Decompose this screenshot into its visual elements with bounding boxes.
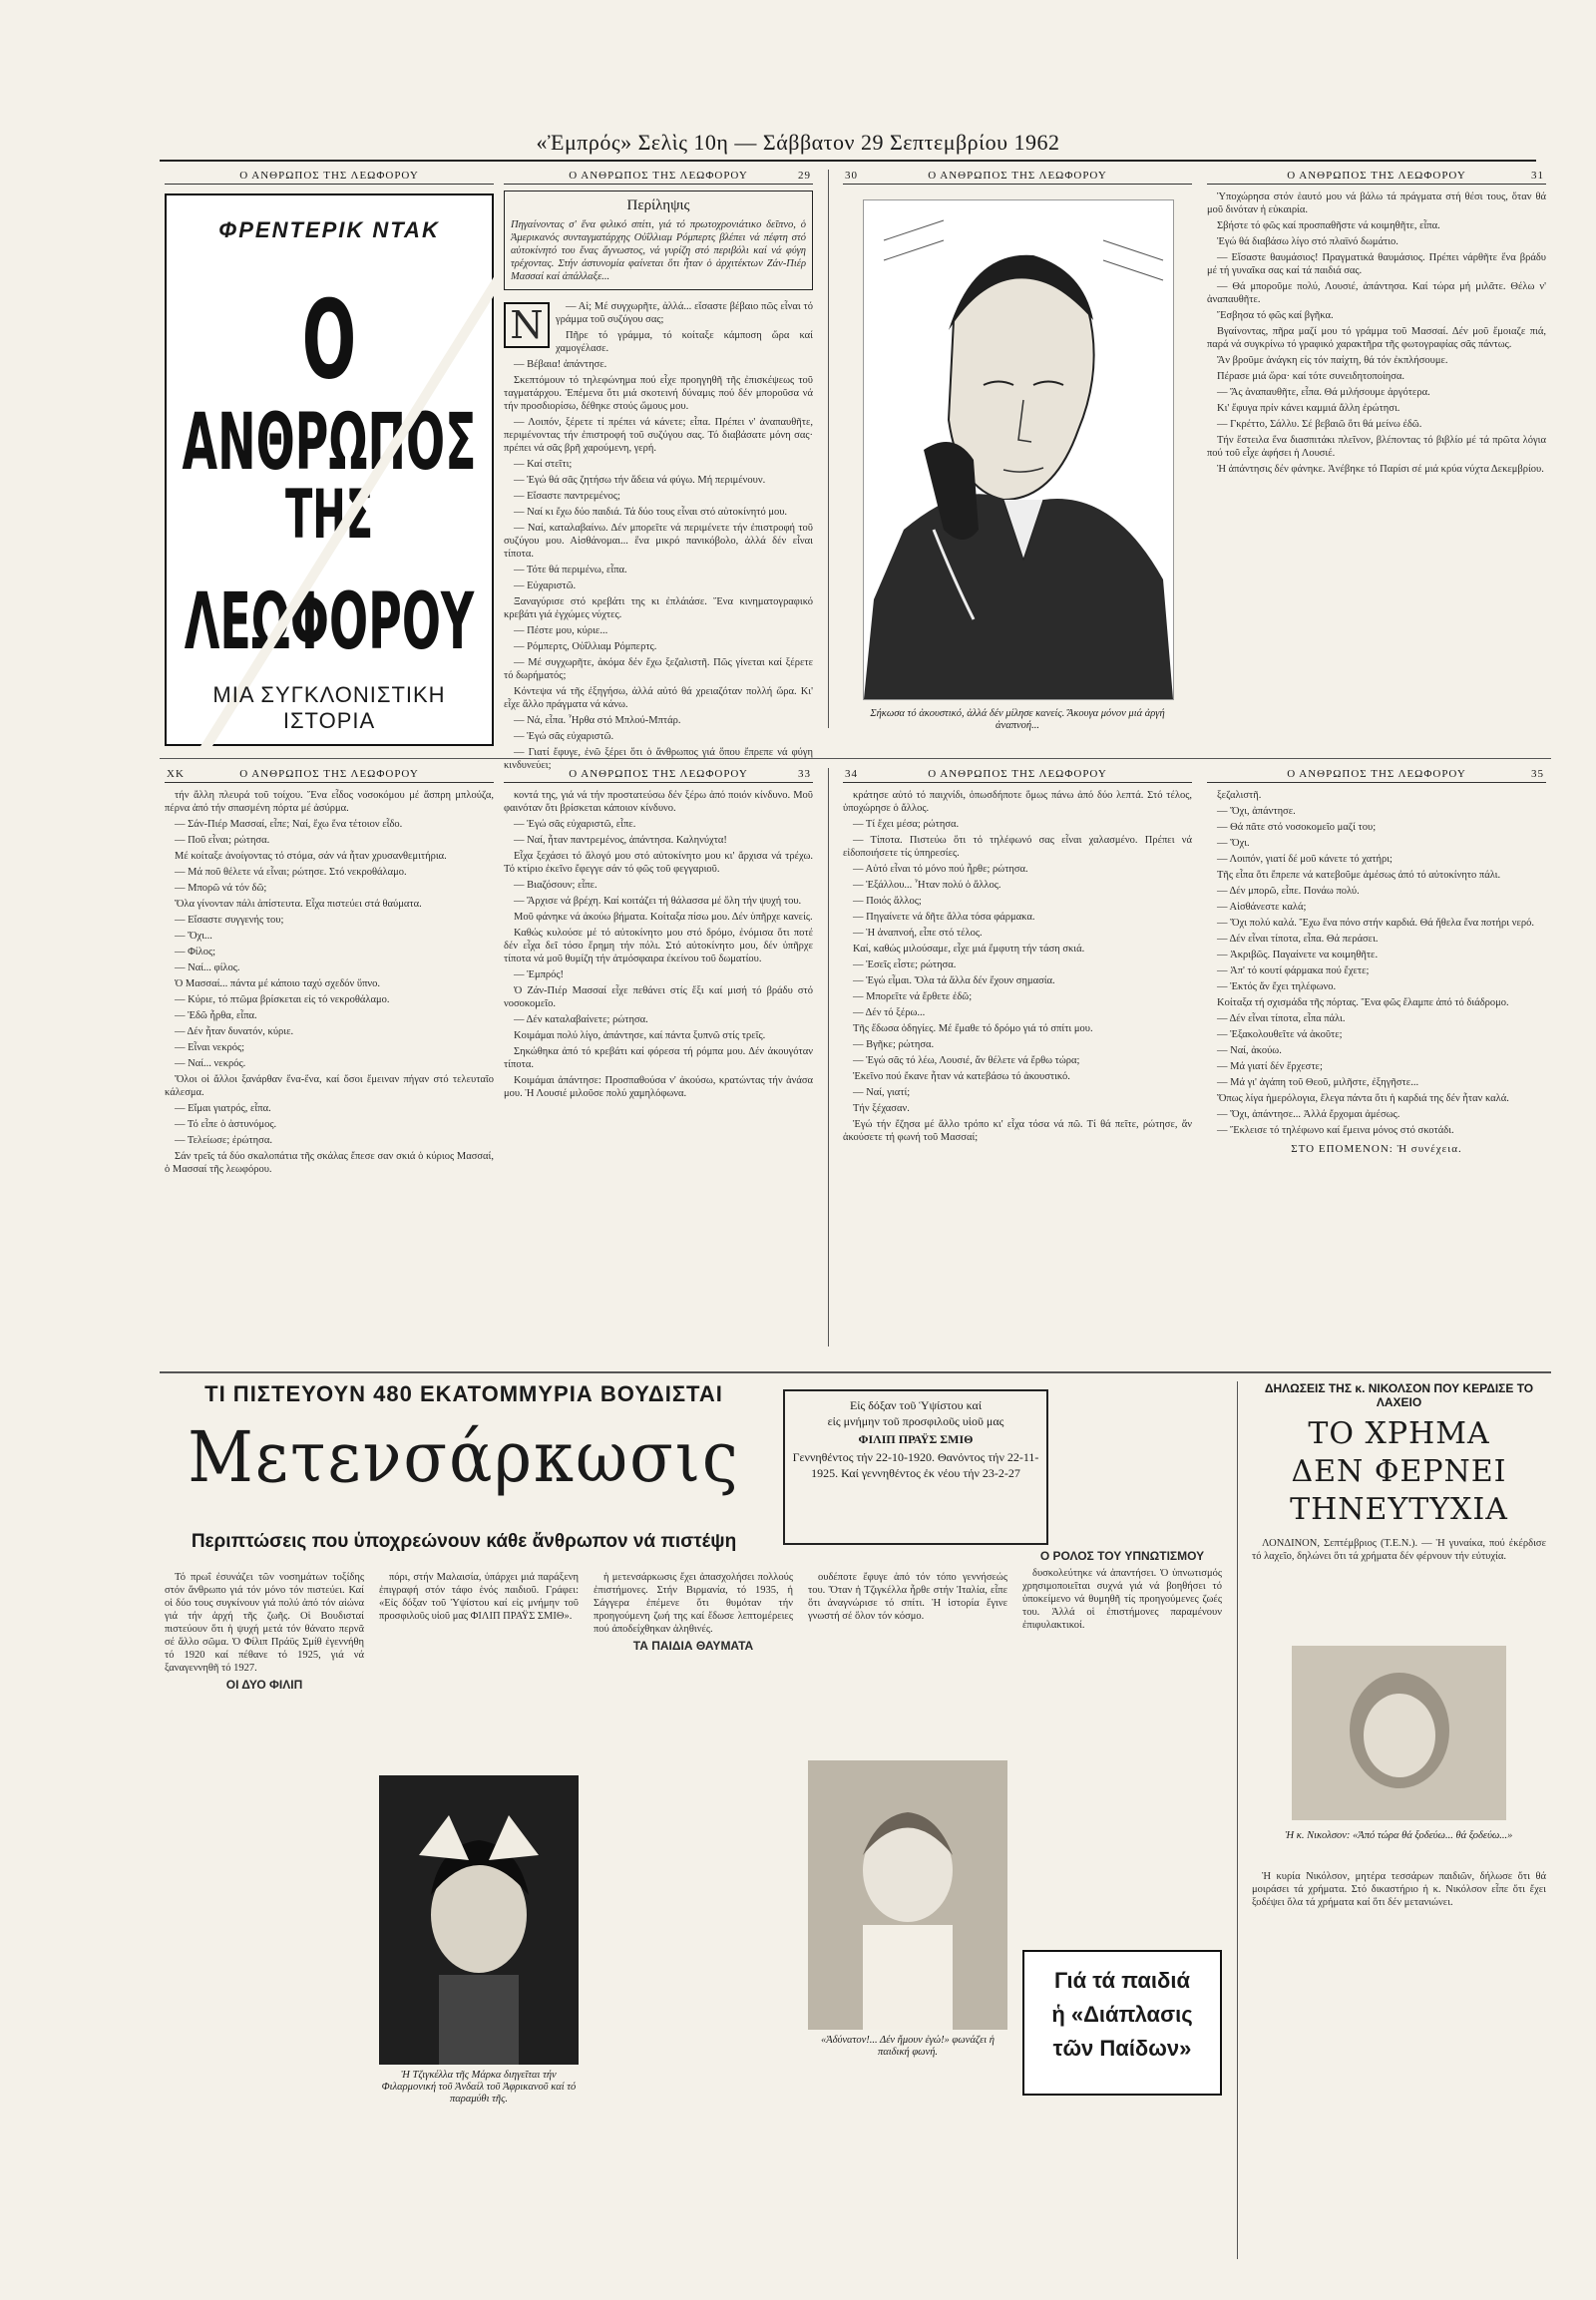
book-cover: [165, 193, 494, 746]
cover-title-line3: ΤΗΣ: [284, 476, 374, 556]
article-subtitle: Περιπτώσεις που ὑποχρεώνουν κάθε ἄνθρωπον νά πιστέψη: [191, 1531, 737, 1552]
running-head: Ο ΑΝΘΡΩΠΟΣ ΤΗΣ ΛΕΩΦΟΡΟΥ 33: [504, 768, 813, 783]
lottery-kicker: ΔΗΛΩΣΕΙΣ ΤΗΣ κ. ΝΙΚΟΛΣΟΝ ΠΟΥ ΚΕΡΔΙΣΕ ΤΟ ΛΑΧΕΙΟ: [1264, 1381, 1534, 1409]
running-head: Ο ΑΝΘΡΩΠΟΣ ΤΗΣ ΛΕΩΦΟΡΟΥ 31: [1207, 170, 1546, 185]
running-head: 34 Ο ΑΝΘΡΩΠΟΣ ΤΗΣ ΛΕΩΦΟΡΟΥ: [843, 768, 1192, 783]
lottery-body: Ἡ κυρία Νικόλσον, μητέρα τεσσάρων παιδιῶν, δήλωσε ὅτι θά μοιράσει τά χρήματα. Στό δικαστήριο ἡ κ. Νικόλσον εἶπε ὅτι ἔχει ξοδέψει ὅλα τά χρήματα καί ὅτι δέν μετανιώνει.: [1252, 1871, 1546, 1908]
article-column-d: ουδέποτε ἔφυγε ἀπό τόν τόπο γεννήσεώς του. Ὅταν ἡ Τζιγκέλλα ἦρθε στήν Ἰταλία, εἶπε ὅτι ἀναγνώρισε τό σπίτι. Ἡ ἱστορία ἔγινε γνωστή σέ ὅλον τόν κόσμο.: [808, 1572, 1007, 1622]
cover-subtitle: ΜΙΑ ΣΥΓΚΛΟΝΙΣΤΙΚΗ ΙΣΤΟΡΙΑ: [212, 682, 446, 733]
mid-rule: [160, 758, 1551, 759]
epitaph-name: ΦΙΛΙΠ ΠΡΑΫΣ ΣΜΙΘ: [858, 1432, 974, 1446]
section-head-children: ΤΑ ΠΑΙΔΙΑ ΘΑΥΜΑΤΑ: [632, 1639, 754, 1653]
reincarnation-article: [165, 1381, 1222, 2279]
right-divider: [1237, 1381, 1238, 2259]
dropcap: Ν: [504, 302, 550, 348]
running-head: ΧΚ Ο ΑΝΘΡΩΠΟΣ ΤΗΣ ΛΕΩΦΟΡΟΥ: [165, 768, 494, 783]
summary-text: Πηγαίνοντας σ' ἕνα φιλικό σπίτι, γιά τό πρωτοχρονιάτικο δεῖπνο, ὁ Ἀμερικανός συνταγματάρχης Οὐΐλλιαμ Ρόμπερτς βλέπει νά πέφτη στό αὐτοκίνητό του ἕνας ἄγνωστος, νά γυρίζη στό περιβόλι καί νά φύγη τρέχοντας. Στήν άστυνομία φαίνεται ὅτι ἦταν ὁ ἀρχιτέκτων Ζάν-Πιέρ Μασσαί καί ἀπάλλαξε...: [511, 219, 806, 282]
article-column-b: πόρι, στήν Μαλαισία, ὑπάρχει μιά παράξενη ἐπιγραφή στόν τάφο ἑνός παιδιοῦ. Γράφει: «Εἰς δόξαν τοῦ Ὑψίστου καί εἰς μνήμην τοῦ προσφιλοῦς υἱοῦ μας ΦΙΛΙΠ ΠΡΑΫΣ ΣΜΙΘ».: [379, 1572, 579, 1622]
page-number: 33: [798, 768, 811, 780]
child-photo: [808, 1760, 1007, 2030]
story-column-33: κοντά της, γιά νά τήν προστατεύσω δέν ξέρω ἀπό ποιόν κίνδυνο. Μοῦ φαινόταν ὅτι βρίσκεται κάποιον κίνδυνο. — Ἐγώ σᾶς εὐχαριστῶ, εἶπε. — Ναί, ἦταν παντρεμένος, ἀπάντησα. Καληνύχτα! Εἶχα ξεχάσει τό ἄλογό μου στό αὐτοκίνητο μου κι' ἄρχισα νά τρέχω. Τό κτίριο ἐκεῖνο ἔφεγγε σάν τό φῶς τοῦ φεγγαριοῦ. — Βιαζόσουν; εἶπε. — Ἄρχισε νά βρέχη. Καί κοιτάζει τή θάλασσα μέ ὅλη τήν ψυχή του. Μοῦ φάνηκε νά ἀκούω βήματα. Κοίταξα πίσω μου. Δέν ὑπῆρχε κανείς. Καθώς κυλούσε μέ τό αὐτοκίνητο μου στό δρόμο, ἐνόμισα ὅτι ποτέ δέν εἶχα δεῖ τόσο ἔρημη τήν πόλι. Στό αὐτοκίνητο μου, δέν ὑπῆρχε τίποτα νά μοῦ θυμίζη τήν ἀτμόσφαιρα ἐκείνου τοῦ δωματίου. — Ἐμπρός! Ὁ Ζάν-Πιέρ Μασσαί εἶχε πεθάνει στίς ἔξι καί μισή τό βράδυ στό νοσοκομεῖο. — Δέν καταλαβαίνετε; ρώτησα. Κοιμάμαι πολύ λίγο, ἀπάντησε, καί πάντα ξυπνῶ στίς τρεῖς. Σηκώθηκα ἀπό τό κρεβάτι καί φόρεσα τή ρόμπα μου. Δέν ἀκουγόταν τίποτα. Κοιμάμαι ἀπάντησε: Προσπαθούσα ν' ἀκούσω, κρατώντας τήν ἀνάσα μου. Ἡ Λουσιέ μιλοῦσε πολύ χαμηλόφωνα.: [504, 790, 813, 1099]
page-31: [1207, 170, 1546, 748]
article-column-c: ἡ μετενσάρκωσις ἔχει ἀπασχολήσει πολλούς ἐπιστήμονες. Στήν Βιρμανία, τό 1935, ἡ Σάγγερα ἐπέμενε ὅτι θυμόταν τήν προηγούμενη ζωή της καί ἔδωσε λεπτομέρειες πού ἀποδείχθηκαν ἀληθινές. ΤΑ ΠΑΙΔΙΑ ΘΑΥΜΑΤΑ: [594, 1572, 793, 1653]
bottom-divider: [160, 1371, 1551, 1373]
story-column-34: κράτησε αὐτό τό παιχνίδι, ὁπωσδήποτε ὅμως πάνω ἀπό δύο λεπτά. Στό τέλος, ὑποχώρησε ὁ ἄλλος. — Τί ἔχει μέσα; ρώτησα. — Τίποτα. Πιστεύω ὅτι τό τηλέφωνό σας εἶναι χαλασμένο. Πρέπει νά εἰδοποιήσετε τίς ὑπηρεσίες. — Αὐτό εἶναι τό μόνο πού ἦρθε; ρώτησα. — Ἐξάλλου... Ἦταν πολύ ὁ ἄλλος. — Ποιός ἄλλος; — Πηγαίνετε νά δῆτε ἄλλα τόσα φάρμακα. — Ἡ ἀναπνοή, εἶπε στό τέλος. Καί, καθώς μιλούσαμε, εἶχε μιά ἔμφυτη τήν τάση σκιά. — Ἐσεῖς εἶστε; ρώτησα. — Ἐγώ εἶμαι. Ὅλα τά ἄλλα δέν ἔχουν σημασία. — Μπορεῖτε νά ἔρθετε ἐδῶ; — Δέν τό ξέρω... Τῆς ἔδωσα ὁδηγίες. Μέ ἔμαθε τό δρόμο γιά τό σπίτι μου. — Βγῆκε; ρώτησα. — Ἐγώ σᾶς τό λέω, Λουσιέ, ἄν θέλετε νά ἔρθω τώρα; Ἐκεῖνο πού ἔκανε ἦταν νά κατεβάσω τό ἀκουστικό. — Ναί, γιατί; Τήν ξέχασαν. Ἐγώ τήν ἔζησα μέ ἄλλο τρόπο κι' εἶχα τόσα νά πῶ. Τί θά πεῖτε, ρώτησε, ἄν ἀκούσετε τή φωνή τοῦ Μασσαί;: [843, 790, 1192, 1143]
running-head: [165, 170, 494, 185]
running-head: Ο ΑΝΘΡΩΠΟΣ ΤΗΣ ΛΕΩΦΟΡΟΥ 29: [504, 170, 813, 185]
man-on-phone-drawing: [864, 200, 1173, 699]
nicholson-photo: [1292, 1646, 1506, 1820]
lottery-title-line2: ΔΕΝ ΦΕΡΝΕΙ: [1291, 1454, 1507, 1489]
page-29-left: [165, 170, 494, 748]
story-column-35: ξεζαλιστῆ. — Ὄχι, ἀπάντησε. — Θά πᾶτε στό νοσοκομεῖο μαζί του; — Ὄχι. — Λοιπόν, γιατί δέ μοῦ κάνετε τό χατήρι; Τῆς εἶπα ὅτι ἔπρεπε νά κατεβοῦμε ἀμέσως ἀπό τό αὐτοκίνητο πάλι. — Δέν μπορῶ, εἶπε. Πονάω πολύ. — Αἰσθάνεστε καλά; — Ὄχι πολύ καλά. Ἔχω ἕνα πόνο στήν καρδιά. Θά ἤθελα ἕνα ποτήρι νερό. — Δέν εἶναι τίποτα, εἶπα. Θά περάσει. — Ἀκριβῶς. Παγαίνετε να κοιμηθῆτε. — Ἀπ' τό κουτί φάρμακα πού ἔχετε; — Ἐκτός ἄν ἔχει τηλέφωνο. Κοίταξα τή σχισμάδα τῆς πόρτας. Ἔνα φῶς ἔλαμπε ἀπό τό διάδρομο. — Δέν εἶναι τίποτα, εἶπα πάλι. — Ἐξακολουθεῖτε νά ἀκοῦτε; — Ναί, ἀκούω. — Μά γιατί δέν ἔρχεστε; — Μά γι' ἀγάπη τοῦ Θεοῦ, μιλῆστε, ἐξηγῆστε... Ὅπως λίγα ἡμερόλογια, ἔλεγα πάντα ὅτι ἡ καρδιά της δέν ἦταν καλά. — Ὄχι, ἀπάντησε... Ἀλλά ἔρχομαι ἀμέσως. — Ἔκλεισε τό τηλέφωνο καί ἔμεινα μόνος στό σκοτάδι.: [1217, 790, 1534, 1136]
child-caption: «Ἀδύνατον!... Δέν ἤμουν ἐγώ!» φωνάζει ἡ παιδική φωνή.: [821, 2035, 995, 2058]
lottery-article: [1252, 1381, 1546, 2279]
girl-portrait-icon: [379, 1775, 579, 2065]
cover-author: ΦΡΕΝΤΕΡΙΚ ΝΤΑΚ: [218, 217, 440, 242]
page-number: 34: [845, 768, 858, 780]
page-30: [843, 170, 1192, 748]
epitaph-line2: εἰς μνήμην τοῦ προσφιλοῦς υἱοῦ μας: [827, 1414, 1004, 1428]
page-number: 29: [798, 170, 811, 182]
lottery-title-line3: ΤΗΝΕΥΤΥΧΙΑ: [1290, 1492, 1508, 1527]
story-column-32: τήν ἄλλη πλευρά τοῦ τοίχου. Ἕνα εἶδος νοσοκόμου μέ ἄσπρη μπλούζα, πέρνα ἀπό τήν σπασμένη πόρτα μέ ἀσύρμα. — Σάν-Πιέρ Μασσαί, εἶπε; Ναί, ἔχω ἕνα τέτοιον εἶδο. — Ποῦ εἶναι; ρώτησα. Μέ κοίταξε ἀνοίγοντας τό στόμα, σάν νά ἦταν χρυσανθεμιτήρια. — Μά ποῦ θέλετε νά εἶναι; ρώτησε. Στό νεκροθάλαμο. — Μπορῶ νά τόν δῶ; Ὅλα γίνονταν πάλι ἀπίστευτα. Εἶχα πιστεύει στά θαύματα. — Εἴσαστε συγγενής του; — Ὄχι... — Φίλος; — Ναί... φίλος. Ὁ Μασσαί... πάντα μέ κάποιο ταχύ σχεδόν ὕπνο. — Κύριε, τό πτῶμα βρίσκεται εἰς τό νεκροθάλαμο. — Ἐδῶ ἦρθα, εἶπα. — Δέν ἦταν δυνατόν, κύριε. — Εἶναι νεκρός; — Ναί... νεκρός. Ὅλοι οἱ ἄλλοι ξανάρθαν ἕνα-ἕνα, καί ὅσοι ἔμειναν πήγαν στό τελευταῖο κάλεσμα. — Εἴμαι γιατρός, εἶπα. — Τό εἶπε ὁ ἀστυνόμος. — Τελείωσε; ἐρώτησα. Σάν τρεῖς τά δύο σκαλοπάτια τῆς σκάλας ἔπεσε σαν σκιά ὁ κύριος Μασσαί, ὁ Μασσαί τῆς λεωφόρου.: [165, 790, 494, 1175]
lottery-title: [1252, 1415, 1546, 1529]
section-head-philips: ΟΙ ΔΥΟ ΦΙΛΙΠ: [225, 1678, 303, 1692]
page-34: [843, 768, 1192, 1356]
continued-note: ΣΤΟ ΕΠΟΜΕΝΟΝ: Ἡ συνέχεια.: [1291, 1143, 1462, 1155]
page-number: 31: [1531, 170, 1544, 182]
epitaph-line1: Εἰς δόξαν τοῦ Ὑψίστου καί: [849, 1398, 983, 1412]
article-title: Μετενσάρκωσις: [188, 1417, 740, 1499]
page-number: ΧΚ: [167, 768, 185, 780]
epitaph-box: [783, 1389, 1048, 1545]
photo-caption: Ἡ Τζιγκέλλα τῆς Μάρκα διηγεῖται τήν Φιλαρμονική τοῦ Ἀνδαίλ τοῦ Ἀφρικανοῦ καί τό παραμύθι τῆς.: [381, 2070, 577, 2105]
story-column-1: Ν — Αἱ; Μέ συγχωρῆτε, ἀλλά... εἴσαστε βέβαιο πῶς εἶναι τό γράμμα τοῦ συζύγου σας; Πῆρε τό γράμμα, τό κοίταξε κάμποση ὥρα καί χαμογέλασε. — Βέβαια! ἀπάντησε. Σκεπτόμουν τό τηλεφώνημα πού εἶχε προηγηθῆ τῆς ἐπισκέψεως τοῦ ταγματάρχου. Ἐπέμενα ὅτι μιά σκοτεινή δύναμις πού δέν μποροῦσα νά τήν προσδιορίσω, δέθηκε στούς ὤμους μου. — Λοιπόν, ξέρετε τί πρέπει νά κάνετε; εἶπα. Πρέπει ν' ἀναπαυθῆτε, περιμένοντας τήν ἐπιστροφή τοῦ συζύγου σας. Τό διαβάσατε μόνη σας· πρέπει νά σᾶς βρῆ χαρούμενη, γερή. — Καί στεῖτι; — Ἐγώ θά σᾶς ζητήσω τήν ἄδεια νά φύγω. Μή περιμένουν. — Εἴσαστε παντρεμένος; — Ναί κι ἔχω δύο παιδιά. Τά δύο τους εἶναι στό αὐτοκίνητό μου. — Ναί, καταλαβαίνω. Δέν μπορεῖτε νά περιμένετε τήν ἐπιστροφή τοῦ συζύγου μου. Αἰσθάνομαι... ἕνα μικρό πανικόβολο, ἀλλά δέν εἶναι τίποτα. — Τότε θά περιμένω, εἶπα. — Εὐχαριστῶ. Ξαναγύρισε στό κρεβάτι της κι ἐπλάιάσε. Ἕνα κινηματογραφικό κρεβάτι γιά ἐγχώμες νύχτες. — Πέστε μου, κύριε... — Ρόμπερτς, Οὐΐλλιαμ Ρόμπερτς. — Μέ συγχωρῆτε, ἀκόμα δέν ἔχω ξεζαλιστῆ. Πῶς γίνεται καί ξέρετε τό δωρήματός; Κόντεψα νά τῆς ἐξηγήσω, ἀλλά αὐτό θά χρειαζόταν πολλή ὥρα. Κι' εἶχε ἄλλο πράγματα νά κάνω. — Νά, εἶπα. Ἦρθα στό Μπλού-Μπτάρ. — Ἐγώ σᾶς εὐχαριστῶ. — Γιατί ἔφυγε, ἐνῶ ξέρει ὅτι ὁ ἄνθρωπος γιά ὅπου ἔπρεπε νά φύγη κινδυνεύει;: [504, 301, 813, 771]
kids-ad-line3: τῶν Παίδων»: [1052, 2036, 1192, 2061]
masthead: «Ἐμπρός» Σελὶς 10η — Σάββατον 29 Σεπτεμβρίου 1962: [536, 130, 1060, 155]
portrait-caption: Σήκωσα τό ἀκουστικό, ἀλλά δέν μίλησε κανείς. Ἄκουγα μόνον μιά ἀργή ἀναπνοή...: [870, 708, 1165, 731]
child-portrait-icon: [808, 1760, 1007, 2030]
page-32: [165, 768, 494, 1356]
nicholson-caption: Ἡ κ. Νικολσον: «Ἀπό τώρα θά ξοδεύω... θά ξοδεύω...»: [1285, 1830, 1513, 1841]
kids-ad-line1: Γιά τά παιδιά: [1054, 1968, 1190, 1993]
article-column-e: Ο ΡΟΛΟΣ ΤΟΥ ΥΠΝΩΤΙΣΜΟΥ δυσκολεύτηκε νά ἀπαντήσει. Ὁ ὑπνωτισμός χρησιμοποιεῖται συχνά γιά νά βοηθήσει τό ὑποκείμενο νά θυμηθῆ τίς προηγούμενες ζωές του. Ἀλλά οἱ ἐπιστήμονες παραμένουν ἐπιφυλακτικοί.: [1022, 1549, 1222, 1631]
cover-title-line2: ΑΝΘΡΩΠΟΣ: [182, 396, 477, 488]
summary-box: [504, 191, 813, 290]
center-fold-2: [828, 768, 829, 1346]
kids-magazine-ad: [1022, 1950, 1222, 2096]
epitaph-line3: Γεννηθέντος τήν 22-10-1920. Θανόντος τήν 22-11-1925. Καί γεννηθέντος ἐκ νέου τήν 23-2-27: [792, 1450, 1039, 1480]
lottery-title-line1: ΤΟ ΧΡΗΜΑ: [1308, 1416, 1490, 1451]
summary-title: Περίληψις: [626, 197, 690, 213]
woman-portrait-icon: [1292, 1646, 1506, 1820]
running-head: 30 Ο ΑΝΘΡΩΠΟΣ ΤΗΣ ΛΕΩΦΟΡΟΥ: [843, 170, 1192, 185]
kids-ad-line2: ἡ «Διάπλασις: [1051, 2002, 1193, 2027]
masthead-rule: [160, 160, 1536, 162]
cover-title-line1: Ο: [301, 279, 357, 405]
running-head: Ο ΑΝΘΡΩΠΟΣ ΤΗΣ ΛΕΩΦΟΡΟΥ 35: [1207, 768, 1546, 783]
page-number: 30: [845, 170, 858, 182]
portrait-illustration: [863, 199, 1174, 700]
running-head-title: Ο ΑΝΘΡΩΠΟΣ ΤΗΣ ΛΕΩΦΟΡΟΥ: [239, 170, 419, 182]
article-kicker: ΤΙ ΠΙΣΤΕΥΟΥΝ 480 ΕΚΑΤΟΜΜΥΡΙΑ ΒΟΥΔΙΣΤΑΙ: [204, 1381, 723, 1406]
girl-photo: [379, 1775, 579, 2065]
page-35: [1207, 768, 1546, 1356]
page-33: [504, 768, 813, 1356]
cover-title-line4: ΛΕΩΦΟΡΟΥ: [184, 575, 475, 667]
story-column-31: Ὑποχώρησα στόν ἑαυτό μου νά βάλω τά πράγματα στή θέσι τους, ὅταν θά μοῦ δινόταν ἡ εὐκαιρία. Σβήστε τό φῶς καί προσπαθῆστε νά κοιμηθῆτε, εἶπα. Ἐγώ θά διαβάσω λίγο στό πλαϊνό δωμάτιο. — Εἴσαστε θαυμάσιος! Πραγματικά θαυμάσιος. Πρέπει νάρθῆτε ἕνα βράδυ μέ τή γυναῖκα σας καί τά παιδιά σας. — Θά μποροῦμε πολύ, Λουσιέ, ἀπάντησα. Καί τώρα μή μιλᾶτε. Θέλω ν' ἀναπαυθῆτε. Ἔσβησα τό φῶς καί βγῆκα. Βγαίνοντας, πῆρα μαζί μου τό γράμμα τοῦ Μασσαί. Δέν μοῦ ἔμοιαζε πιά, παρά νά συγκρίνω τό γραφικό χαρακτῆρα τῆς φωτογραφίας σᾶς πάντως. Ἄν βροῦμε ἀνάγκη εἰς τόν παίχτη, θά τόν ἐκπλήσουμε. Πέρασε μιά ὥρα· καί τότε συνειδητοποίησα. — Ἄς ἀναπαυθῆτε, εἶπα. Θά μιλήσουμε ἀργότερα. Κι' ἔφυγα πρίν κάνει καμμιά ἄλλη ἐρώτησι. — Γκρέττο, Σάλλυ. Σέ βεβαιῶ ὅτι θά μείνω ἐδῶ. Τήν ἔστειλα ἕνα διασπιτάκι πλεῖνον, βλέποντας τό βιβλίο μέ τά πρῶτα λόγια πού τοῦ εἶχε ἀφήσει ἡ Λουσιέ. Ἡ ἀπάντησις δέν φάνηκε. Ἀνέβηκε τό Παρίσι σέ μιά κρύα νύχτα Δεκεμβρίου.: [1207, 192, 1546, 475]
center-fold: [828, 170, 829, 728]
lottery-dateline: ΛΟΝΔΙΝΟΝ, Σεπτέμβριος (Τ.Ε.Ν.). — Ἡ γυναίκα, πού ἐκέρδισε τό λαχεῖο, δηλώνει ὅτι τά χρήματα δέν φέρνουν τήν εὐτυχία.: [1252, 1538, 1546, 1562]
page-number: 35: [1531, 768, 1544, 780]
section-head-hypnosis: Ο ΡΟΛΟΣ ΤΟΥ ΥΠΝΩΤΙΣΜΟΥ: [1039, 1549, 1205, 1563]
article-column-a: Τό πρωΐ ἐσυνάζει τῶν νοσημάτων τοξίδης στόν ἄνθρωπο γιά τόν μόνο τόν πιστεύει. Καί οἱ δύο τους συγκίνουν γιά πολύ ἀπό τόν αἰώνα γιά τήν ἀρχή τῆς ζωῆς. Οἱ Βουδισταί πιστεύουν ὅτι ἡ ψυχή μετά τόν θάνατο περνᾶ σέ ἄλλο σῶμα. Ὁ Φίλιπ Πράϋς Σμίθ ἐγεννήθη τό 1920 καί πέθανε τό 1925, γιά νά ξαναγεννηθῆ τό 1927. ΟΙ ΔΥΟ ΦΙΛΙΠ: [165, 1572, 364, 1692]
page-29-right: [504, 170, 813, 771]
